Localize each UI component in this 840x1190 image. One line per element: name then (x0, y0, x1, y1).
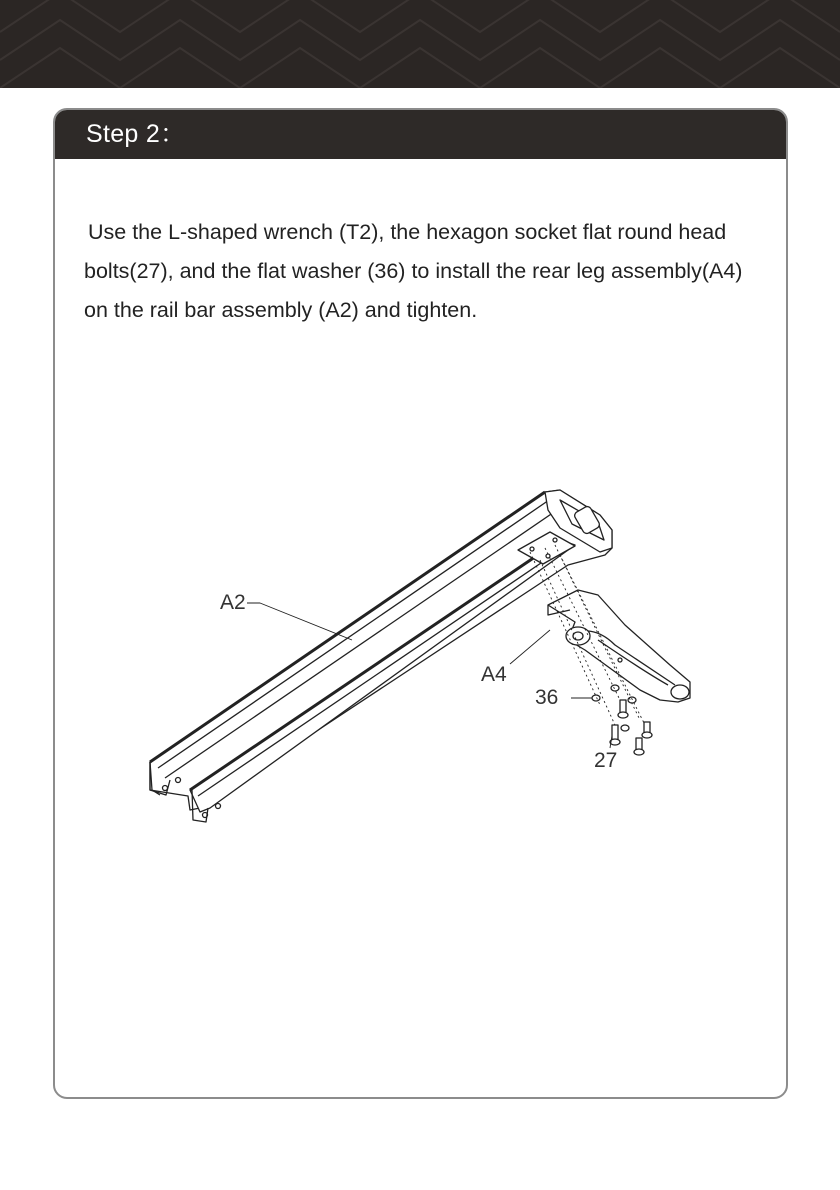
leader-a4 (510, 630, 550, 664)
label-a2: A2 (220, 591, 246, 614)
label-36: 36 (535, 686, 559, 709)
instruction-line-3: on the rail bar assembly (A2) and tighten. (84, 298, 478, 322)
instruction-line-1: Use the L-shaped wrench (T2), the hexagon socket flat round head (88, 220, 727, 244)
instruction-line-2: bolts(27), and the flat washer (36) to install the rear leg assembly(A4) (84, 259, 743, 283)
bolts-27 (610, 700, 652, 755)
label-a4: A4 (481, 663, 507, 686)
washers-36 (592, 685, 636, 731)
step-title: Step 2： (86, 120, 186, 148)
rail-bar-a2 (150, 490, 612, 822)
label-27: 27 (594, 749, 618, 772)
rear-leg-a4 (548, 590, 690, 702)
